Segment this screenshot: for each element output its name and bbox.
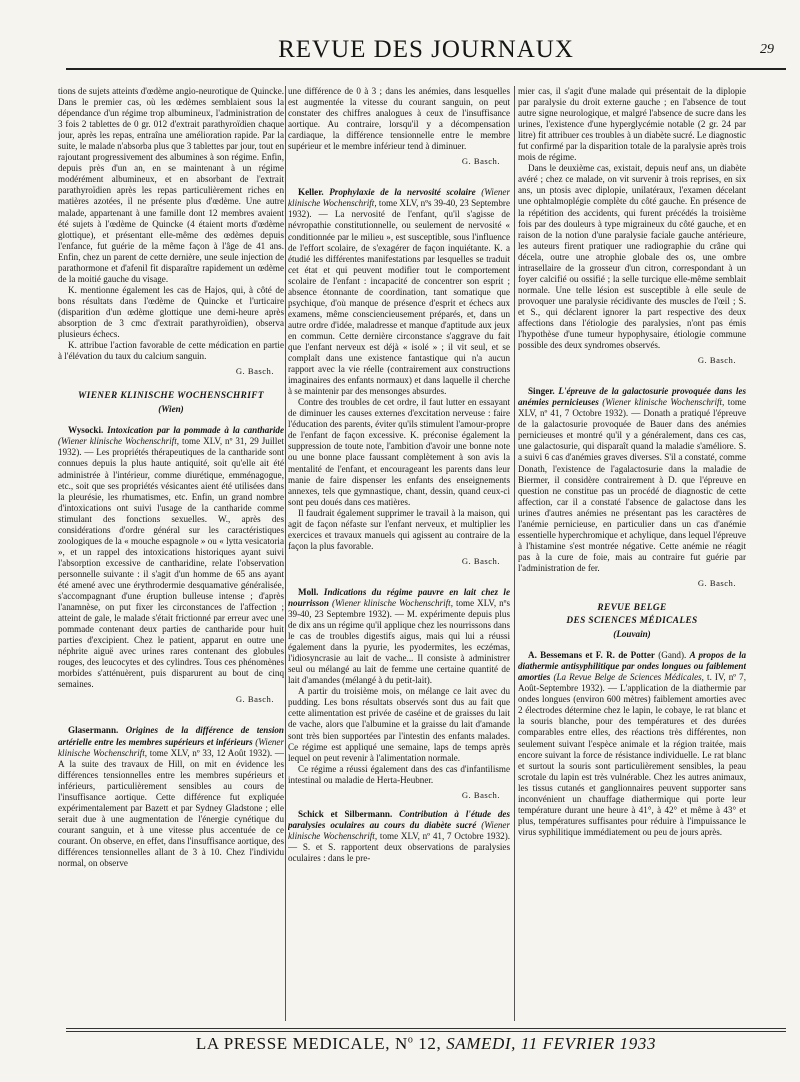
journal-heading: WIENER KLINISCHE WOCHENSCHRIFT [78, 391, 264, 402]
article-title: Origines de la différence de tension artérielle entre les membres supérieurs et inférieurs [58, 725, 284, 747]
header-rule [66, 68, 786, 70]
article-reference: tome XLV, nº 41, 7 Octobre 1932). — [288, 830, 510, 852]
article-source: (Wiener klinische Wochenschrift, [331, 597, 453, 608]
paragraph: mier cas, il s'agit d'une malade qui présentait de la diplopie par paralysie du droit externe gauche ; en l'absence de tout autre signe neurologique, et malgré l'absence de sucre dans les urines, l'existence d'une hyperglycémie notable (2 gr. 24 par litre) fit attribuer ces troubles à un diabète sucré. Le diagnostic fut confirmé par la disparition totale de la paralysie après trois mois de régime. [518, 86, 746, 163]
article-singer [518, 386, 746, 574]
author-signature: G. Basch. [235, 694, 274, 705]
article-title: A propos de la diathermie antisyphilitique par ondes longues ou faiblement amorties [518, 650, 746, 683]
article-author: A. Bessemans et F. R. de Potter [528, 650, 655, 661]
footer-publication: LA PRESSE MEDICALE, N [195, 1034, 408, 1053]
article-body: M. expérimente depuis plus de dix ans un régime qu'il applique chez les nourrissons dans le cas de troubles digestifs aigus, mais qui lui a réussi également dans la pyurie, les pyodermites, les eczémas, l'idiosyncrasie au lait de vache... Il consiste à administrer seul ou mélangé au lait de femme une certaine quantité de lait d'amandes (mélangé à du petit-lait). [288, 609, 510, 686]
paragraph: tions de sujets atteints d'œdème angio-neurotique de Quincke. Dans le premier cas, où les œdèmes semblaient sous la dépendance d'un régime trop albumineux, l'administration de 3 fois 2 tablettes de 0 gr. 012 d'extrait parathyroïdien chaque jour, après les repas, entraîna une amélioration rapide. Par la suite, le malade n'absorba plus que 3 tablettes par jour, tout en rajoutant progressivement des albumines à son régime. Enfin, depuis près d'un an, en se maintenant à un régime modérément albumineux, et en absorbant de l'extrait parathyroïdien après les repas particulièrement riches en matières azotées, il ne présente plus d'œdème. Une autre malade, appartenant à une famille dont 12 membres avaient été sujets à l'œdème de Quincke (4 étaient morts d'œdème glottique), et présentant elle-même des œdèmes depuis l'enfance, fut guérie de la même façon à l'âge de 41 ans. Enfin, chez un parent de cette dernière, une seule injection de parathormone et d'afenil fit disparaître rapidement un œdème de la moitié gauche du visage. [58, 86, 284, 284]
article-reference: tome XLV, nºs 39-40, 23 Septembre 1932). — [288, 597, 510, 620]
paragraph: Contre des troubles de cet ordre, il faut lutter en essayant de diminuer les causes externes d'excitation nerveuse : faire l'éducation des parents, éviter qu'ils stimulent l'amour-propre de l'enfant de façon excessive. K. préconise également la suppression de toute note, l'ambition d'avoir une bonne note ou une bonne place faussant complètement à son avis la mentalité de l'enfant, et encourageant les parents dans leur manie de faire dispenser les enfants des enseignements annexes, tels que gymnastique, chant, dessin, quand ceux-ci sont peu doués dans ces matières. [288, 397, 510, 507]
article-keller [288, 187, 510, 397]
article-source: (La Revue Belge de Sciences Médicales, [553, 672, 704, 683]
author-signature: G. Basch. [461, 156, 500, 167]
page-number: 29 [760, 42, 774, 57]
article-body: L'application de la diathermie par ondes longues (environ 600 mètres) faiblement amorties avec 2 électrodes détermine chez le lapin, le cobaye, le rat blanc et la souris blanche, pour des températures et des durées comparables entre elles, des réactions très différentes, non seulement suivant l'espèce animale et la région traitée, mais encore suivant la force de résistance individuelle. Le rat blanc et surtout la souris sont particulièrement sensibles, la peau scrotale du lapin est très vulnérable. Chez les autres animaux, les tissus cutanés et ganglionnaires peuvent supporter sans inconvénient un chauffage diathermique qui porte leur température durant une heure à 41°, à 42° et même à 43° et plus, températures suffisantes pour réduire à l'impuissance le virus syphilitique immédiatement ou peu de jours après. [518, 683, 746, 837]
journal-section-title: REVUE DES JOURNAUX [278, 36, 574, 63]
article-reference: tome XLV, nº 31, 29 Juillet 1932). — [58, 436, 284, 458]
footer-date: SAMEDI, 11 FEVRIER 1933 [446, 1034, 657, 1053]
paragraph: A partir du troisième mois, on mélange ce lait avec du pudding. Les bons résultats observés sont dus au fait que cette alimentation est privée de caséine et de graisses du lait de vache, alors que l'albumine et la graisse du lait d'amande sont très bien supportées par l'intestin des enfants malades. Ce régime est appliqué une semaine, laps de temps après lequel on peut revenir à l'alimentation normale. [288, 686, 510, 763]
author-signature: G. Basch. [461, 789, 500, 800]
article-author: Moll. [298, 586, 319, 597]
journal-city: (Louvain) [613, 629, 651, 640]
article-body: A la suite des travaux de Hill, on mit en évidence les différences tensionnelles entre les membres supérieurs et inférieurs, particulièrement sensibles au cours de l'insuffisance aortique. Cette différence fut expliquée expérimentalement par Bazett et par Sydney Gladstone ; elle serait due à une augmentation de l'énergie cynétique du courant sanguin, et à une vitesse plus accentuée de ce courant. On observe, en effet, dans l'insuffisance aortique, des différences tensionnelles allant de 3 à 10. Chez l'individu normal, on observe [58, 758, 284, 869]
page-header [66, 34, 786, 74]
author-signature: G. Basch. [697, 355, 736, 366]
article-source: (Wiener klinische Wochenschrift, [58, 436, 180, 447]
journal-city: (Wien) [158, 404, 184, 415]
article-author: Glasermann. [68, 725, 119, 736]
column-1 [58, 86, 284, 1021]
article-reference: t. IV, nº 7, Août-Septembre 1932). — [518, 672, 746, 694]
paragraph: Ce régime a réussi également dans des cas d'infantilisme intestinal ou maladie de Herta-Heubner. [288, 763, 510, 785]
article-author: Wysocki. [68, 425, 104, 436]
paragraph: Il faudrait également supprimer le travail à la maison, qui agit de façon néfaste sur l'enfant nerveux, et multiplier les exercices et travaux manuels qui agissent au contraire de la façon la plus favorable. [288, 507, 510, 551]
article-source: (Wiener klinische Wochenschrift, [288, 819, 510, 841]
article-title: Contribution à l'étude des paralysies oculaires au cours du diabète sucré [288, 808, 510, 830]
paragraph: une différence de 0 à 3 ; dans les anémies, dans lesquelles est augmentée la vitesse du courant sanguin, on peut constater des chiffres analogues à ceux de l'insuffisance aortique. Au contraire, lorsqu'il y a décompensation cardiaque, la différence tensionnelle entre le membre supérieur et le membre inférieur tend à diminuer. [288, 86, 510, 152]
column-divider [285, 86, 286, 1021]
article-author: Schick et Silbermann. [298, 808, 393, 819]
author-signature: G. Basch. [697, 577, 736, 588]
column-3 [518, 86, 746, 1021]
footer-issue-number: 12, [413, 1034, 447, 1053]
journal-heading-line-2: DES SCIENCES MÉDICALES [566, 616, 698, 627]
paragraph: Dans le deuxième cas, existait, depuis neuf ans, un diabète avéré ; chez ce malade, on vit survenir à trois reprises, en six ans, un ptosis avec diplopie, unilatéraux, l'examen décelant une ophtalmoplégie complète du côté gauche. En présence de la répétition des accidents, qui furent précédés la troisième fois par des douleurs à type migraineux du côté gauche, et en raison de la notion d'une paralysie faciale gauche antérieure, les auteurs firent pratiquer une radiographie du crâne qui décela, outre une atrophie globale des os, une ombre intrasellaire de la grosseur d'un citron, correspondant à un foyer calcifié ou ossifié ; la selle turcique elle-même semblait normale. Une telle lésion est susceptible à elle seule de provoquer une paralysie récidivante des muscles de l'œil ; S. et S., qui déclarent ignorer la part respective des deux affections dans l'étiologie des paralysies, n'ont pas émis l'hypothèse d'une tumeur hypophysaire, étiologie commune possible des deux syndromes observés. [518, 163, 746, 351]
paragraph: K. mentionne également les cas de Hajos, qui, à côté de bons résultats dans l'œdème de Quincke et l'urticaire (disparition d'un œdème glottique une demi-heure après absorption de 3 cmc d'extrait parathyroïdien), observa plusieurs échecs. [58, 284, 284, 340]
journal-heading: REVUE BELGE [597, 603, 667, 614]
article-title: L'épreuve de la galactosurie provoquée dans les anémies pernicieuses [518, 386, 746, 408]
footer-number-sign: o [407, 1034, 414, 1046]
article-title: Prophylaxie de la nervosité scolaire [329, 187, 476, 198]
article-title: Indications du régime pauvre en lait chez le nourrisson [288, 586, 510, 608]
article-reference: tome XLV, nº 41, 7 Octobre 1932). — [518, 397, 746, 419]
column-divider [514, 86, 515, 1021]
article-glasermann [58, 725, 284, 869]
article-source: (Wiener klinische Wochenschrift, [288, 187, 510, 209]
author-signature: G. Basch. [235, 366, 274, 377]
article-schick-silbermann [288, 809, 510, 864]
article-author: Singer. [528, 386, 555, 397]
paragraph: K. attribue l'action favorable de cette médication en partie à l'élévation du taux du calcium sanguin. [58, 340, 284, 362]
article-title: Intoxication par la pommade à la cantharide [107, 425, 284, 436]
article-body: La nervosité de l'enfant, qu'il s'agisse de névropathie constitutionnelle, ou seulement de nervosité « conditionnée par le milieu », est susceptible, sous l'influence de l'effort scolaire, de s'exagérer de façon inquiétante. K. a étudié les différentes manifestations par lesquelles se traduit cet état et qui peuvent modifier tout le comportement scolaire de l'enfant : incapacité de concentrer son esprit ; absence étonnante de coordination, tant somatique que psychique, d'où manque de présence d'esprit et échecs aux examens, même consciencieusement préparés, et, dans un autre ordre d'idée, maladresse et manque d'aptitude aux jeux en commun. Cette dernière circonstance s'aggrave du fait que l'enfant nerveux est déjà « isolé » ; il vit seul, et se complaît dans une existence fantastique qui n'a aucun rapport avec la vie réelle (contrairement aux constructions imaginaires des enfants normaux) et dans laquelle il cherche à se maintenir par des mensonges absurdes. [288, 209, 510, 397]
article-wysocki [58, 425, 284, 690]
article-reference: tome XLV, nº 33, 12 Août 1932). — [149, 747, 284, 758]
footer-rule [66, 1028, 786, 1029]
article-source: (Wiener klinische Wochenschrift, [602, 397, 725, 408]
page-footer [66, 1034, 786, 1054]
article-bessemans [518, 650, 746, 838]
article-body: S. et S. rapportent deux observations de paralysies oculaires : dans le pre- [288, 841, 510, 863]
column-2 [288, 86, 510, 1021]
article-moll [288, 587, 510, 686]
article-author: Keller. [298, 187, 324, 198]
article-body: Les propriétés thérapeutiques de la cantharide sont connues depuis la plus haute antiquité, soit qu'elle ait été administrée à l'intérieur, comme diurétique, emménagogue, etc., soit que ses propriétés vésicantes aient été utilisées dans la pleurésie, les rhumatismes, etc. Enfin, un grand nombre d'intoxications ont suivi l'usage de la cantharide comme stimulant des fonctions sexuelles. W., après des considérations d'ordre général sur les caractéristiques zoologiques de la « mouche espagnole » ou « lytta vesicatoria », et un rappel des intoxications historiques ayant suivi l'absorption excessive de cantharidine, relate l'observation personnelle suivante : il s'agit d'un homme de 65 ans ayant été amené avec une érythrodermie desquamative généralisée, s'accompagnant d'une éruption bulleuse intense ; d'après l'anamnèse, on put fixer les circonstances de l'affection ; atteint de gale, le malade s'était frictionné par erreur avec une pommade contenant deux parties de cantharide pour huit parties d'excipient. Chez le patient, apparut en outre une néphrite aiguë avec urines rares contenant des globules rouges, des leucocytes et des cylindres. Tous ces phénomènes morbides s'atténuèrent, puis disparurent au bout de cinq semaines. [58, 447, 284, 690]
article-source: (Wiener klinische Wochenschrift, [58, 736, 284, 758]
article-body: Donath a pratiqué l'épreuve de la galactosurie provoquée de Bauer dans des anémies pernicieuses et montré qu'il y a généralement, dans ces cas, une galactosurie, qui disparaît quand la maladie s'améliore. S. a suivi 6 cas d'anémies graves diverses. S'il a constaté, comme Donath, l'existence de l'agalactosurie dans la maladie de Biermer, il considère contrairement à D. que l'épreuve en question ne constitue pas un procédé de diagnostic de cette affection, car il a constaté l'absence de galactose dans les urines d'autres anémies ne présentant pas les caractères de l'anémie pernicieuse, en particulier dans un cas d'anémie essentielle hyperchromique et achylique, dans lequel l'épreuve à l'histamine s'est montrée négative. Cette anémie ne réagit pas à la cure de foie, mais au contraire fut guérie par l'administration de fer. [518, 408, 746, 573]
article-author-place: (Gand). [658, 650, 687, 661]
footer-rule [66, 1031, 786, 1032]
article-reference: tome XLV, nºs 39-40, 23 Septembre 1932). — [288, 198, 510, 220]
author-signature: G. Basch. [461, 555, 500, 566]
